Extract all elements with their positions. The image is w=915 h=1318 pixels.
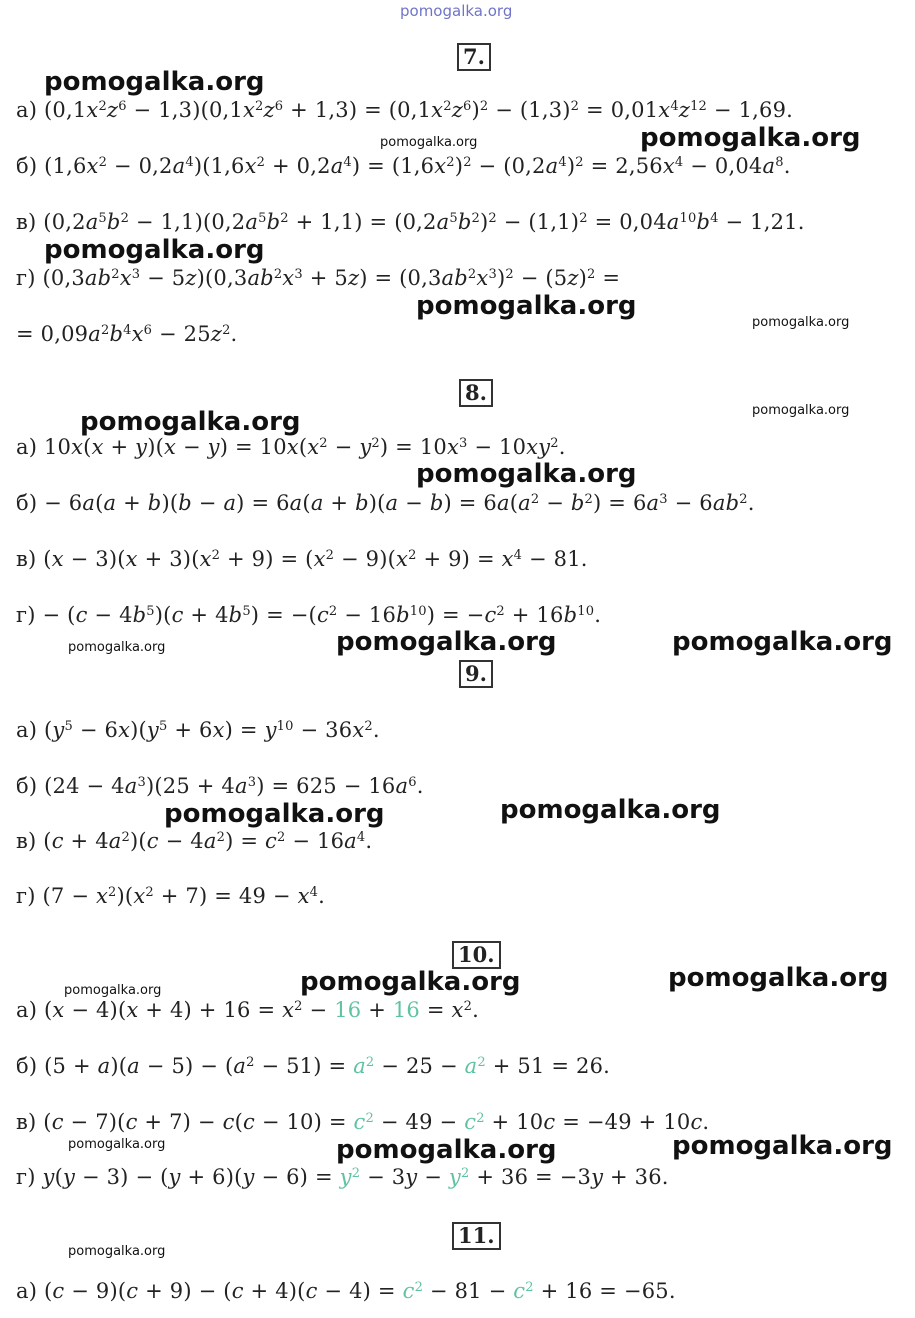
task-number-11: 11. [452,1222,501,1250]
task8-line-a: а) $10x(x + y)(x - y) = 10x(x^2 - y^2) = 10x^3 - 10xy^2$. [16,435,566,459]
watermark-large: pomogalka.org [672,1131,893,1161]
watermark-large: pomogalka.org [336,1135,557,1165]
task10-line-b: б) $(5 + a)(a - 5) - (a^2 - 51) = a^2 - 25 - a^2 + 51 = 26$. [16,1054,611,1078]
watermark-large: pomogalka.org [80,407,301,437]
watermark-large: pomogalka.org [668,963,889,993]
watermark-small: pomogalka.org [68,1244,166,1259]
task-number-10: 10. [452,941,501,969]
watermark-large: pomogalka.org [300,967,521,997]
task7-line-b: б) $(1,6x^2 - 0,2a^4)(1,6x^2 + 0,2a^4) = (1,6x^2)^2 - (0,2a^4)^2 = 2,56x^4 - 0,04a^8$. [16,154,791,178]
task-number-7: 7. [457,43,491,71]
task-number-8: 8. [459,379,493,407]
task8-line-b: $б) - 6a(a + b)(b - a) = 6a(a + b)(a - b) = 6a(a^2 - b^2) = 6a^3 - 6ab^2$. [16,491,755,515]
watermark-small: pomogalka.org [64,983,162,998]
task11-line-a: а) $(c - 9)(c + 9) - (c + 4)(c - 4) = c^2 - 81 - c^2 + 16 = -65$. [16,1279,676,1303]
task9-line-v: в) $(c + 4a^2)(c - 4a^2) = c^2 - 16a^4$. [16,829,373,853]
watermark-large: pomogalka.org [164,799,385,829]
task7-line-v: в) $(0,2a^5b^2 - 1,1)(0,2a^5b^2 + 1,1) = (0,2a^5b^2)^2 - (1,1)^2 = 0,04a^{10}b^4 - 1,21$. [16,210,805,234]
watermark-small: pomogalka.org [752,315,850,330]
task9-line-b: б) $(24 - 4a^3)(25 + 4a^3) = 625 - 16a^6$. [16,774,424,798]
watermark-small: pomogalka.org [68,640,166,655]
task10-line-v: в) $(c - 7)(c + 7) - c(c - 10) = c^2 - 49 - c^2 + 10c = -49 + 10c$. [16,1110,710,1134]
watermark-large: pomogalka.org [416,291,637,321]
task10-line-a: а) $(x - 4)(x + 4) + 16 = x^2 - 16 + 16 = x^2$. [16,998,479,1022]
task8-line-g: $г) - (c - 4b^5)(c + 4b^5) = -(c^2 - 16b^{10}) = -c^2 + 16b^{10}$. [16,603,602,627]
watermark-large: pomogalka.org [44,67,265,97]
task9-line-g: г) $(7 - x^2)(x^2 + 7) = 49 - x^4$. [16,884,325,908]
task-number-9: 9. [459,660,493,688]
watermark-small: pomogalka.org [752,403,850,418]
task8-line-v: в) $(x - 3)(x + 3)(x^2 + 9) = (x^2 - 9)(x^2 + 9) = x^4 - 81$. [16,547,588,571]
task9-line-a: а) $(y^5 - 6x)(y^5 + 6x) = y^{10} - 36x^2$. [16,718,380,742]
watermark-small: pomogalka.org [380,135,478,150]
watermark-large: pomogalka.org [500,795,721,825]
watermark-large: pomogalka.org [416,459,637,489]
top-watermark[interactable]: pomogalka.org [400,2,513,20]
task7-line-g-cont: = $0,09a^2b^4x^6 - 25z^2$. [16,322,238,346]
task10-line-g: г) $y(y - 3) - (y + 6)(y - 6) = y^2 - 3y - y^2 + 36 = -3y + 36$. [16,1165,669,1189]
task7-line-g: г) $(0,3ab^2x^3 - 5z)(0,3ab^2x^3 + 5z) = (0,3ab^2x^3)^2 - (5z)^2$ = [16,266,621,290]
watermark-large: pomogalka.org [44,235,265,265]
watermark-small: pomogalka.org [68,1137,166,1152]
watermark-large: pomogalka.org [672,627,893,657]
watermark-large: pomogalka.org [336,627,557,657]
task7-line-a: а) $(0,1x^2z^6 - 1,3)(0,1x^2z^6 + 1,3) = (0,1x^2z^6)^2 - (1,3)^2 = 0,01x^4z^{12} - 1,69$. [16,98,794,122]
watermark-large: pomogalka.org [640,123,861,153]
